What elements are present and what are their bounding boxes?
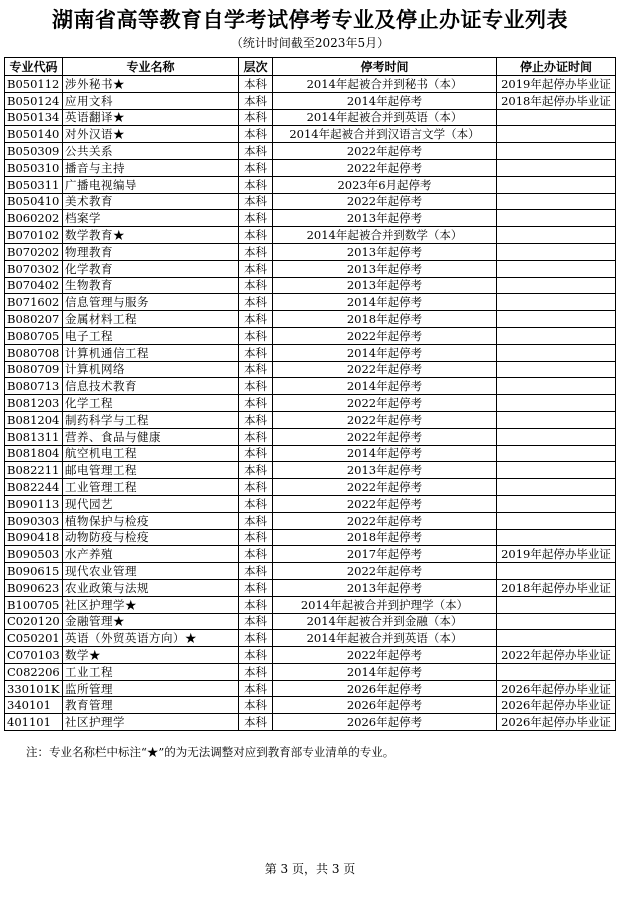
header-major-code: 专业代码 [5,58,63,76]
page-number: 第 3 页，共 3 页 [264,862,356,876]
major-name-cell: 营养、食品与健康 [63,428,239,445]
stop-certificate-time-cell [497,596,616,613]
stop-exam-time-cell: 2018年起停考 [273,529,497,546]
major-name-cell: 金融管理★ [63,613,239,630]
level-cell: 本科 [239,462,273,479]
major-code-cell: B090503 [5,546,63,563]
statistics-date: （统计时间截至2023年5月） [230,36,390,50]
major-name-cell: 计算机通信工程 [63,344,239,361]
stop-certificate-time-cell [497,378,616,395]
table-row [5,495,616,512]
stop-certificate-time-cell [497,277,616,294]
major-code-cell: B081311 [5,428,63,445]
stop-exam-time-cell: 2018年起停考 [273,311,497,328]
stop-exam-time-cell: 2014年起停考 [273,92,497,109]
stop-certificate-time-cell [497,109,616,126]
stop-exam-time-cell: 2022年起停考 [273,495,497,512]
major-name-cell: 教育管理 [63,697,239,714]
stop-exam-time-cell: 2014年起停考 [273,445,497,462]
major-code-cell: B080207 [5,311,63,328]
stop-certificate-time-cell [497,176,616,193]
stop-exam-time-cell: 2014年起被合并到数学（本） [273,227,497,244]
level-cell: 本科 [239,92,273,109]
table-row [5,563,616,580]
stop-exam-time-cell: 2022年起停考 [273,193,497,210]
major-name-cell: 美术教育 [63,193,239,210]
table-row [5,176,616,193]
stop-certificate-time-cell [497,361,616,378]
stop-certificate-time-cell: 2026年起停办毕业证 [497,714,616,731]
stop-exam-time-cell: 2014年起被合并到汉语言文学（本） [273,126,497,143]
major-code-cell: B050310 [5,159,63,176]
major-name-cell: 航空机电工程 [63,445,239,462]
stop-certificate-time-cell: 2026年起停办毕业证 [497,680,616,697]
footnote: 注：专业名称栏中标注“★”的为无法调整对应到教育部专业清单的专业。 [26,745,395,759]
table-row [5,630,616,647]
major-name-cell: 化学工程 [63,395,239,412]
level-cell: 本科 [239,361,273,378]
stop-certificate-time-cell [497,529,616,546]
major-code-cell: B090623 [5,579,63,596]
major-name-cell: 英语翻译★ [63,109,239,126]
major-name-cell: 工业管理工程 [63,479,239,496]
table-row [5,277,616,294]
stop-certificate-time-cell [497,260,616,277]
stop-exam-time-cell: 2022年起停考 [273,159,497,176]
level-cell: 本科 [239,126,273,143]
stop-certificate-time-cell: 2026年起停办毕业证 [497,697,616,714]
level-cell: 本科 [239,495,273,512]
major-code-cell: C020120 [5,613,63,630]
major-name-cell: 制药科学与工程 [63,411,239,428]
stop-exam-time-cell: 2014年起被合并到英语（本） [273,630,497,647]
stop-certificate-time-cell: 2018年起停办毕业证 [497,579,616,596]
level-cell: 本科 [239,546,273,563]
header-stop-exam-time: 停考时间 [273,58,497,76]
stop-certificate-time-cell [497,243,616,260]
major-name-cell: 信息技术教育 [63,378,239,395]
major-name-cell: 对外汉语★ [63,126,239,143]
stop-exam-time-cell: 2022年起停考 [273,647,497,664]
major-name-cell: 化学教育 [63,260,239,277]
stop-exam-time-cell: 2022年起停考 [273,395,497,412]
major-name-cell: 播音与主持 [63,159,239,176]
level-cell: 本科 [239,579,273,596]
table-row [5,294,616,311]
table-row [5,714,616,731]
table-row [5,243,616,260]
table-row [5,663,616,680]
stop-certificate-time-cell [497,294,616,311]
stop-certificate-time-cell [497,126,616,143]
table-row [5,92,616,109]
stop-exam-time-cell: 2014年起停考 [273,344,497,361]
table-row [5,159,616,176]
stop-certificate-time-cell [497,143,616,160]
major-code-cell: B090615 [5,563,63,580]
major-code-cell: C070103 [5,647,63,664]
stop-certificate-time-cell [497,613,616,630]
stop-exam-time-cell: 2022年起停考 [273,143,497,160]
major-name-cell: 公共关系 [63,143,239,160]
major-list-table [4,57,616,731]
major-code-cell: B050410 [5,193,63,210]
major-code-cell: B081804 [5,445,63,462]
level-cell: 本科 [239,596,273,613]
major-code-cell: B070202 [5,243,63,260]
table-row [5,76,616,93]
major-name-cell: 档案学 [63,210,239,227]
table-row [5,260,616,277]
major-name-cell: 社区护理学 [63,714,239,731]
major-name-cell: 生物教育 [63,277,239,294]
stop-exam-time-cell: 2022年起停考 [273,512,497,529]
stop-exam-time-cell: 2013年起停考 [273,579,497,596]
stop-certificate-time-cell [497,411,616,428]
table-row [5,126,616,143]
level-cell: 本科 [239,277,273,294]
stop-exam-time-cell: 2014年起被合并到秘书（本） [273,76,497,93]
header-level: 层次 [239,58,273,76]
major-code-cell: B050311 [5,176,63,193]
stop-exam-time-cell: 2022年起停考 [273,327,497,344]
major-name-cell: 植物保护与检疫 [63,512,239,529]
major-code-cell: C082206 [5,663,63,680]
major-code-cell: B082244 [5,479,63,496]
table-row [5,193,616,210]
stop-certificate-time-cell [497,428,616,445]
level-cell: 本科 [239,647,273,664]
stop-certificate-time-cell [497,479,616,496]
level-cell: 本科 [239,512,273,529]
major-code-cell: B050309 [5,143,63,160]
table-row [5,227,616,244]
level-cell: 本科 [239,378,273,395]
stop-certificate-time-cell [497,344,616,361]
table-row [5,546,616,563]
major-code-cell: B050134 [5,109,63,126]
stop-exam-time-cell: 2023年6月起停考 [273,176,497,193]
stop-certificate-time-cell [497,311,616,328]
stop-exam-time-cell: 2026年起停考 [273,697,497,714]
major-code-cell: B060202 [5,210,63,227]
major-code-cell: 330101K [5,680,63,697]
major-name-cell: 信息管理与服务 [63,294,239,311]
major-name-cell: 农业政策与法规 [63,579,239,596]
major-name-cell: 数学教育★ [63,227,239,244]
stop-exam-time-cell: 2013年起停考 [273,277,497,294]
major-code-cell: 340101 [5,697,63,714]
level-cell: 本科 [239,193,273,210]
header-stop-certificate-time: 停止办证时间 [497,58,616,76]
stop-exam-time-cell: 2022年起停考 [273,479,497,496]
major-code-cell: B050112 [5,76,63,93]
major-code-cell: C050201 [5,630,63,647]
major-name-cell: 监所管理 [63,680,239,697]
major-name-cell: 物理教育 [63,243,239,260]
level-cell: 本科 [239,344,273,361]
stop-exam-time-cell: 2013年起停考 [273,210,497,227]
level-cell: 本科 [239,680,273,697]
major-code-cell: B081203 [5,395,63,412]
level-cell: 本科 [239,311,273,328]
table-row [5,378,616,395]
stop-exam-time-cell: 2013年起停考 [273,260,497,277]
stop-certificate-time-cell: 2018年起停办毕业证 [497,92,616,109]
stop-exam-time-cell: 2022年起停考 [273,563,497,580]
stop-certificate-time-cell [497,462,616,479]
stop-certificate-time-cell [497,193,616,210]
table-body [5,76,616,731]
table-row [5,647,616,664]
stop-exam-time-cell: 2013年起停考 [273,243,497,260]
table-row [5,596,616,613]
table-row [5,344,616,361]
level-cell: 本科 [239,176,273,193]
major-code-cell: B080709 [5,361,63,378]
stop-certificate-time-cell [497,512,616,529]
stop-exam-time-cell: 2026年起停考 [273,714,497,731]
stop-exam-time-cell: 2014年起被合并到护理学（本） [273,596,497,613]
stop-exam-time-cell: 2014年起被合并到金融（本） [273,613,497,630]
stop-certificate-time-cell [497,159,616,176]
stop-exam-time-cell: 2014年起停考 [273,294,497,311]
stop-exam-time-cell: 2014年起停考 [273,378,497,395]
stop-exam-time-cell: 2026年起停考 [273,680,497,697]
level-cell: 本科 [239,697,273,714]
stop-certificate-time-cell [497,327,616,344]
major-code-cell: B082211 [5,462,63,479]
level-cell: 本科 [239,428,273,445]
major-name-cell: 现代园艺 [63,495,239,512]
level-cell: 本科 [239,143,273,160]
table-row [5,411,616,428]
major-name-cell: 计算机网络 [63,361,239,378]
table-row [5,613,616,630]
major-code-cell: B090418 [5,529,63,546]
stop-exam-time-cell: 2014年起停考 [273,663,497,680]
level-cell: 本科 [239,210,273,227]
stop-certificate-time-cell [497,395,616,412]
page-title: 湖南省高等教育自学考试停考专业及停止办证专业列表 [52,7,568,32]
level-cell: 本科 [239,76,273,93]
stop-certificate-time-cell [497,227,616,244]
major-name-cell: 应用文科 [63,92,239,109]
major-name-cell: 英语（外贸英语方向）★ [63,630,239,647]
major-name-cell: 邮电管理工程 [63,462,239,479]
major-name-cell: 工业工程 [63,663,239,680]
level-cell: 本科 [239,327,273,344]
major-code-cell: B071602 [5,294,63,311]
table-row [5,428,616,445]
table-row [5,512,616,529]
table-row [5,579,616,596]
stop-certificate-time-cell [497,495,616,512]
level-cell: 本科 [239,243,273,260]
stop-certificate-time-cell [497,563,616,580]
table-row [5,210,616,227]
table-row [5,361,616,378]
major-name-cell: 广播电视编导 [63,176,239,193]
table-row [5,445,616,462]
major-code-cell: 401101 [5,714,63,731]
major-code-cell: B100705 [5,596,63,613]
major-name-cell: 水产养殖 [63,546,239,563]
stop-certificate-time-cell: 2019年起停办毕业证 [497,76,616,93]
level-cell: 本科 [239,109,273,126]
table-row [5,680,616,697]
level-cell: 本科 [239,613,273,630]
stop-certificate-time-cell [497,630,616,647]
major-code-cell: B090303 [5,512,63,529]
level-cell: 本科 [239,529,273,546]
major-code-cell: B050140 [5,126,63,143]
level-cell: 本科 [239,714,273,731]
stop-certificate-time-cell [497,663,616,680]
major-name-cell: 动物防疫与检疫 [63,529,239,546]
table-row [5,311,616,328]
level-cell: 本科 [239,479,273,496]
level-cell: 本科 [239,227,273,244]
stop-exam-time-cell: 2017年起停考 [273,546,497,563]
level-cell: 本科 [239,563,273,580]
stop-exam-time-cell: 2013年起停考 [273,462,497,479]
table-row [5,479,616,496]
major-name-cell: 金属材料工程 [63,311,239,328]
major-code-cell: B070302 [5,260,63,277]
major-name-cell: 现代农业管理 [63,563,239,580]
table-row [5,697,616,714]
major-code-cell: B070402 [5,277,63,294]
header-major-name: 专业名称 [63,58,239,76]
stop-exam-time-cell: 2014年起被合并到英语（本） [273,109,497,126]
table-row [5,109,616,126]
table-row [5,529,616,546]
stop-certificate-time-cell: 2022年起停办毕业证 [497,647,616,664]
major-code-cell: B090113 [5,495,63,512]
major-name-cell: 社区护理学★ [63,596,239,613]
table-row [5,327,616,344]
stop-exam-time-cell: 2022年起停考 [273,428,497,445]
level-cell: 本科 [239,294,273,311]
major-code-cell: B080705 [5,327,63,344]
level-cell: 本科 [239,445,273,462]
level-cell: 本科 [239,411,273,428]
major-name-cell: 数学★ [63,647,239,664]
table-row [5,395,616,412]
table-row [5,462,616,479]
major-code-cell: B050124 [5,92,63,109]
stop-exam-time-cell: 2022年起停考 [273,361,497,378]
table-header-row [5,58,616,76]
level-cell: 本科 [239,663,273,680]
stop-certificate-time-cell: 2019年起停办毕业证 [497,546,616,563]
major-name-cell: 电子工程 [63,327,239,344]
level-cell: 本科 [239,260,273,277]
stop-certificate-time-cell [497,210,616,227]
major-code-cell: B080708 [5,344,63,361]
level-cell: 本科 [239,395,273,412]
table-row [5,143,616,160]
major-code-cell: B081204 [5,411,63,428]
level-cell: 本科 [239,630,273,647]
stop-exam-time-cell: 2022年起停考 [273,411,497,428]
level-cell: 本科 [239,159,273,176]
major-code-cell: B080713 [5,378,63,395]
major-name-cell: 涉外秘书★ [63,76,239,93]
major-code-cell: B070102 [5,227,63,244]
stop-certificate-time-cell [497,445,616,462]
